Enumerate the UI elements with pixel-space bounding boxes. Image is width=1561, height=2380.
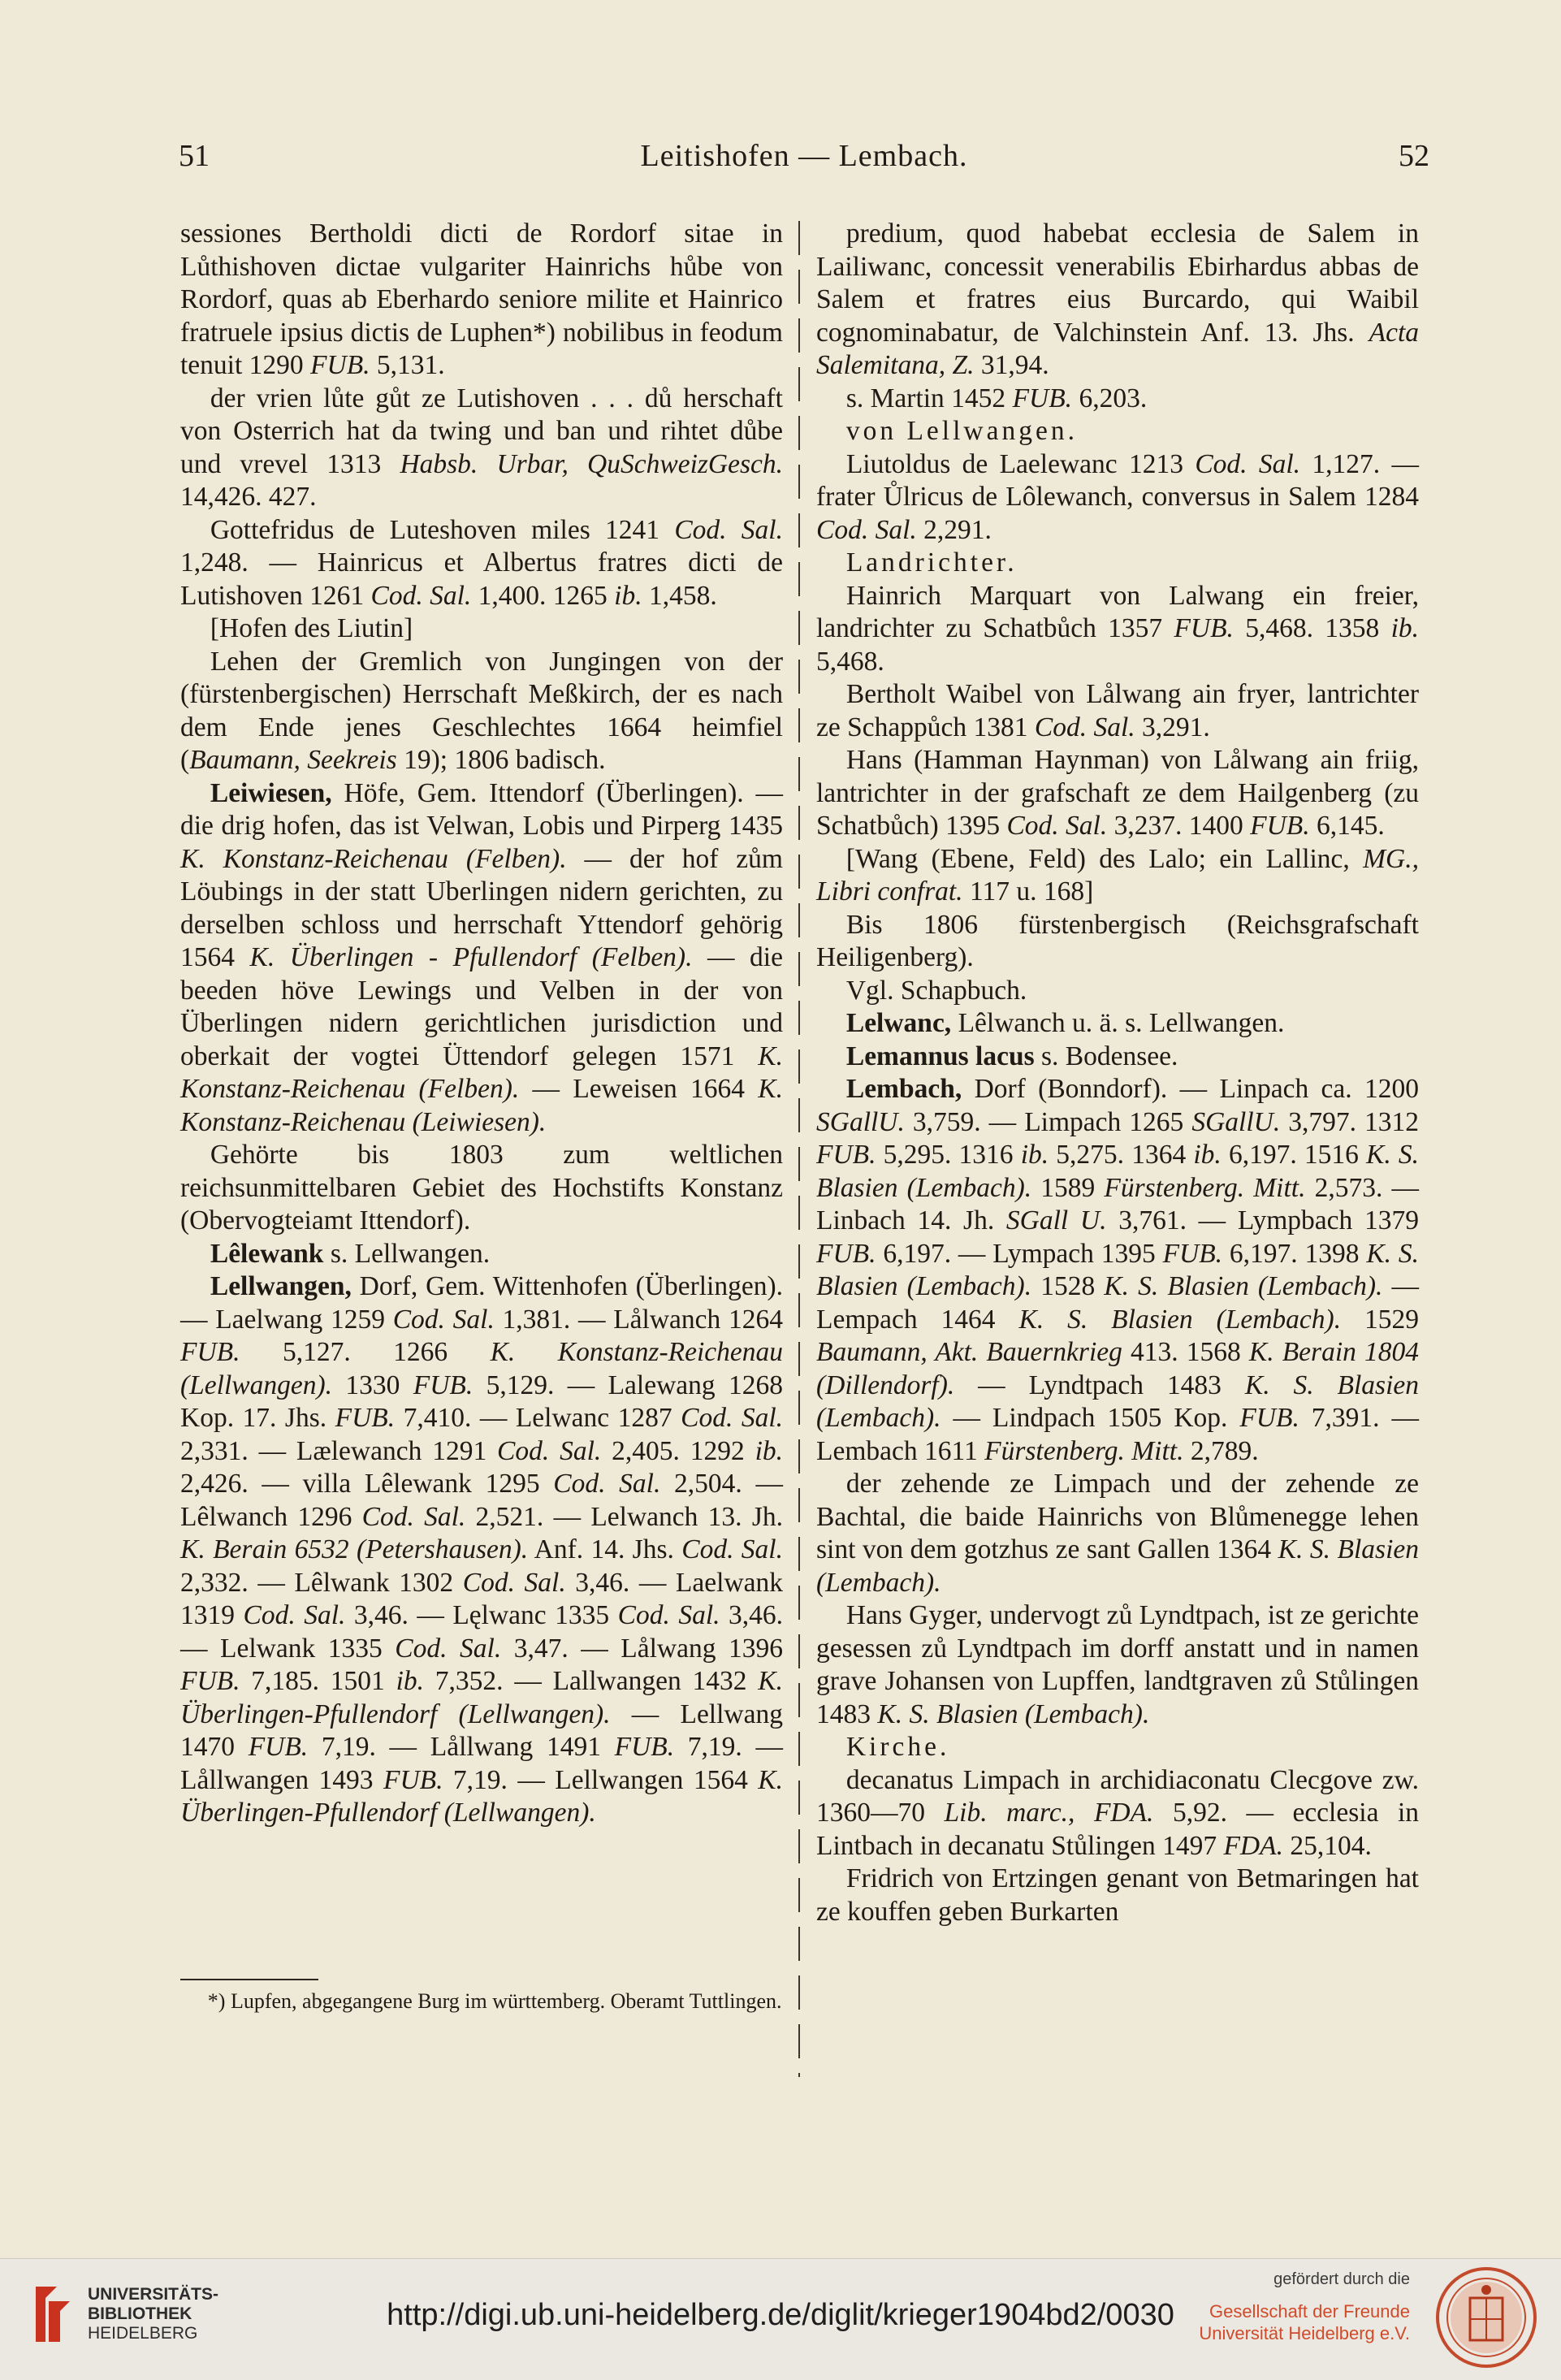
paragraph: sessiones Bertholdi dicti de Rordorf sitae in Lůthishoven dictae vulgariter Hainrichs hůbe von Rordorf, quas ab Eberhardo seniore milite et Hainrico fratruele ipsius dictis de Luphen*) nobilibus in feodum tenuit 1290 FUB. 5,131. <box>180 219 783 380</box>
subheading: von Lellwangen. <box>845 416 1078 446</box>
paragraph: s. Martin 1452 FUB. 6,203. <box>845 383 1148 413</box>
subheading: Kirche. <box>845 1732 950 1762</box>
left-column <box>180 218 783 2086</box>
paragraph: Hans (Hamman Haynman) von Lålwang ain friig, lantrichter in der grafschaft ze dem Hailgenberg (zu Schatbůch) 1395 Cod. Sal. 3,237. 1400 FUB. 6,145. <box>816 745 1419 841</box>
page-number-right: 52 <box>1399 139 1429 173</box>
footnote: *) Lupfen, abgegangene Burg im württemberg. Oberamt Tuttlingen. <box>207 1989 782 2013</box>
paragraph: [Wang (Ebene, Feld) des Lalo; ein Lallinc, MG., Libri confrat. 117 u. 168] <box>816 843 1419 907</box>
entry-heading: Lembach, <box>845 1074 962 1104</box>
paragraph: [Hofen des Liutin] <box>210 613 413 643</box>
entry-heading: Lemannus lacus <box>845 1041 1035 1071</box>
page-number-left: 51 <box>179 139 210 173</box>
paragraph: Hans Gyger, undervogt zů Lyndtpach, ist ze gerichte gesessen zů Lyndtpach im dorff anstatt und in namen grave Johansen von Lupffen, landtgraven zů Stůlingen 1483 K. S. Blasien (Lembach). <box>816 1600 1419 1729</box>
entry-heading: Lellwangen, <box>210 1271 352 1301</box>
paragraph: Bis 1806 fürstenbergisch (Reichsgrafschaft Heiligenberg). <box>816 909 1419 972</box>
entry-heading: Lelwanc, <box>845 1008 952 1038</box>
footnote-rule <box>180 1979 318 1980</box>
footer-bar <box>0 2258 1561 2380</box>
university-seal-icon <box>1434 2265 1538 2369</box>
page-url-link[interactable]: http://digi.ub.uni-heidelberg.de/diglit/krieger1904bd2/0030 <box>387 2298 1174 2332</box>
paragraph: Lehen der Gremlich von Jungingen von der (fürstenbergischen) Herrschaft Meßkirch, der es nach dem Ende jenes Geschlechtes 1664 heimfiel (Baumann, Seekreis 19); 1806 badisch. <box>180 646 783 775</box>
paragraph: Vgl. Schapbuch. <box>845 975 1027 1006</box>
paragraph: Gottefridus de Luteshoven miles 1241 Cod. Sal. 1,248. — Hainricus et Albertus fratres dicti de Lutishoven 1261 Cod. Sal. 1,400. 1265 ib. 1,458. <box>180 514 783 611</box>
paragraph: Hainrich Marquart von Lalwang ein freier, landrichter zu Schatbůch 1357 FUB. 5,468. 1358 ib. 5,468. <box>816 580 1420 677</box>
paragraph: Bertholt Waibel von Lålwang ain fryer, lantrichter ze Schappůch 1381 Cod. Sal. 3,291. <box>816 679 1419 742</box>
sponsor-block: gefördert durch die Gesellschaft der Freunde Universität Heidelberg e.V. <box>1142 2270 1410 2344</box>
paragraph: Liutoldus de Laelewanc 1213 Cod. Sal. 1,127. — frater Ůlricus de Lôlewanch, conversus in Salem 1284 Cod. Sal. 2,291. <box>816 448 1419 545</box>
paragraph: Gehörte bis 1803 zum weltlichen reichsunmittelbaren Gebiet des Hochstifts Konstanz (Obervogteiamt Ittendorf). <box>180 1140 783 1235</box>
paragraph: predium, quod habebat ecclesia de Salem in Lailiwanc, concessit venerabilis Ebirhardus abbas de Salem et fratres eius Burcardo, qui Waibil cognominabatur, de Valchinstein Anf. 13. Jhs. Acta Salemitana, Z. 31,94. <box>816 219 1419 380</box>
column-divider <box>798 221 800 2077</box>
subheading: Landrichter. <box>845 547 1018 578</box>
paragraph: der zehende ze Limpach und der zehende ze Bachtal, die baide Hainrichs von Blůmenegge lehen sint von dem gotzhus ze sant Gallen 1364 K. S. Blasien (Lembach). <box>816 1469 1419 1598</box>
entry-heading: Leiwiesen, <box>210 777 332 808</box>
entry-lelewank: Lêlewank s. Lellwangen. <box>210 1238 491 1269</box>
running-head <box>179 138 1429 187</box>
entry-lellwangen: Lellwangen, Dorf, Gem. Wittenhofen (Überlingen). — Laelwang 1259 Cod. Sal. 1,381. — Lålwanch 1264 FUB. 5,127. 1266 K. Konstanz-Reichenau (Lellwangen). 1330 FUB. 5,129. — Lalewang 1268 Kop. 17. Jhs. FUB. 7,410. — Lelwanc 1287 Cod. Sal. 2,331. — Lælewanch 1291 Cod. Sal. 2,405. 1292 ib. 2,426. — villa Lêlewank 1295 Cod. Sal. 2,504. — Lêlwanch 1296 Cod. Sal. 2,521. — Lelwanch 13. Jh. K. Berain 6532 (Petershausen). Anf. 14. Jhs. Cod. Sal. 2,332. — Lêlwank 1302 Cod. Sal. 3,46. — Laelwank 1319 Cod. Sal. 3,46. — Lęlwanc 1335 Cod. Sal. 3,46. — Lelwank 1335 Cod. Sal. 3,47. — Lålwang 1396 FUB. 7,185. 1501 ib. 7,352. — Lallwangen 1432 K. Überlingen-Pfullendorf (Lellwangen). — Lellwang 1470 FUB. 7,19. — Lållwang 1491 FUB. 7,19. — Lållwangen 1493 FUB. 7,19. — Lellwangen 1564 K. Überlingen-Pfullendorf (Lellwangen). <box>180 1271 784 1828</box>
entry-lelwanc: Lelwanc, Lêlwanch u. ä. s. Lellwangen. <box>845 1008 1285 1038</box>
entry-leiwiesen: Leiwiesen, Höfe, Gem. Ittendorf (Überlingen). — die drig hofen, das ist Velwan, Lobis und Pirperg 1435 K. Konstanz-Reichenau (Felben). — der hof zům Löubings in der statt Uberlingen nidern gerichten, zu derselben schloss und herrschaft Yttendorf gehörig 1564 K. Überlingen - Pfullendorf (Felben). — die beeden höve Lewings und Velben in der von Überlingen nidern gerichtlichen jurisdiction und oberkait der vogtei Üttendorf gelegen 1571 K. Konstanz-Reichenau (Felben). — Leweisen 1664 K. Konstanz-Reichenau (Leiwiesen). <box>180 777 784 1137</box>
running-title: Leitishofen — Lembach. <box>640 139 968 173</box>
entry-heading: Lêlewank <box>210 1238 324 1269</box>
library-name: UNIVERSITÄTS- BIBLIOTHEK HEIDELBERG <box>88 2285 219 2343</box>
paragraph: Fridrich von Ertzingen genant von Betmaringen hat ze kouffen geben Burkarten <box>816 1863 1419 1927</box>
entry-lemannus: Lemannus lacus s. Bodensee. <box>845 1041 1178 1071</box>
sponsor-name: Gesellschaft der Freunde Universität Heidelberg e.V. <box>1199 2301 1410 2343</box>
right-column <box>816 218 1419 2086</box>
entry-lembach: Lembach, Dorf (Bonndorf). — Linpach ca. 1200 SGallU. 3,759. — Limpach 1265 SGallU. 3,797. 1312 FUB. 5,295. 1316 ib. 5,275. 1364 ib. 6,197. 1516 K. S. Blasien (Lembach). 1589 Fürstenberg. Mitt. 2,573. — Linbach 14. Jh. SGall U. 3,761. — Lympbach 1379 FUB. 6,197. — Lympach 1395 FUB. 6,197. 1398 K. S. Blasien (Lembach). 1528 K. S. Blasien (Lembach). — Lempach 1464 K. S. Blasien (Lembach). 1529 Baumann, Akt. Bauernkrieg 413. 1568 K. Berain 1804 (Dillendorf). — Lyndtpach 1483 K. S. Blasien (Lembach). — Lindpach 1505 Kop. FUB. 7,391. — Lembach 1611 Fürstenberg. Mitt. 2,789. <box>816 1074 1420 1466</box>
paragraph: der vrien lůte gůt ze Lutishoven . . . dů herschaft von Osterrich hat da twing und ban und rihtet důbe und vrevel 1313 Habsb. Urbar, QuSchweizGesch. 14,426. 427. <box>180 383 784 512</box>
paragraph: decanatus Limpach in archidiaconatu Clecgove zw. 1360—70 Lib. marc., FDA. 5,92. — ecclesia in Lintbach in decanatu Stůlingen 1497 FDA. 25,104. <box>816 1764 1419 1861</box>
